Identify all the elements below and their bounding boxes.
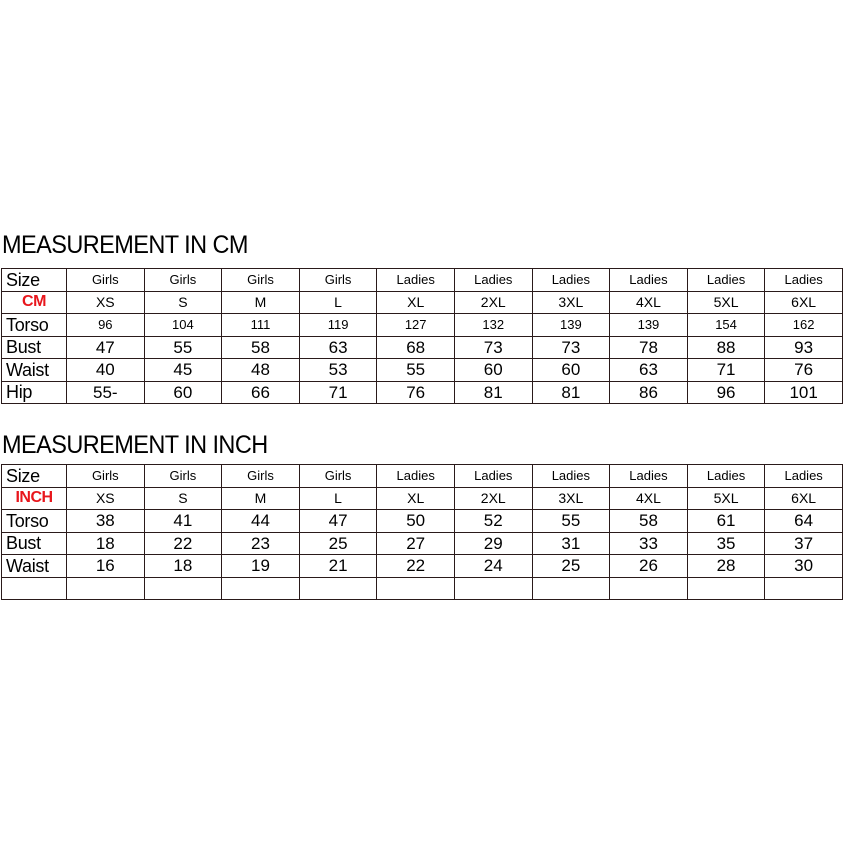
row-label: Waist [2, 555, 67, 578]
size-cell: S [144, 291, 222, 314]
measurement-cell: 45 [144, 359, 222, 382]
cm-waist-row [2, 359, 843, 382]
measurement-cell: 76 [765, 359, 843, 382]
size-cell: 5XL [687, 291, 765, 314]
measurement-cell: 71 [687, 359, 765, 382]
measurement-cell: 47 [299, 510, 377, 533]
inch-size-table [1, 464, 843, 600]
unit-label: CM [2, 291, 67, 314]
measurement-cell: 60 [144, 381, 222, 404]
measurement-cell: 63 [299, 336, 377, 359]
size-cell: 6XL [765, 291, 843, 314]
measurement-cell: 61 [687, 510, 765, 533]
inch-size-row [2, 487, 843, 510]
measurement-cell [687, 577, 765, 600]
measurement-cell: 139 [532, 314, 610, 337]
measurement-cell: 86 [610, 381, 688, 404]
size-cell: 4XL [610, 487, 688, 510]
measurement-cell: 18 [67, 532, 145, 555]
measurement-cell: 63 [610, 359, 688, 382]
measurement-cell [532, 577, 610, 600]
category-cell: Girls [67, 269, 145, 292]
size-cell: 3XL [532, 291, 610, 314]
measurement-cell: 139 [610, 314, 688, 337]
measurement-cell: 40 [67, 359, 145, 382]
measurement-cell: 21 [299, 555, 377, 578]
row-label: Waist [2, 359, 67, 382]
measurement-cell [377, 577, 455, 600]
inch-bust-row [2, 532, 843, 555]
measurement-cell: 22 [144, 532, 222, 555]
measurement-cell: 64 [765, 510, 843, 533]
category-cell: Ladies [377, 269, 455, 292]
measurement-cell: 24 [454, 555, 532, 578]
measurement-cell: 55 [377, 359, 455, 382]
measurement-cell: 119 [299, 314, 377, 337]
row-label [2, 577, 67, 600]
measurement-cell: 26 [610, 555, 688, 578]
measurement-cell: 58 [222, 336, 300, 359]
measurement-cell: 28 [687, 555, 765, 578]
measurement-cell: 55 [144, 336, 222, 359]
cm-bust-row [2, 336, 843, 359]
category-cell: Ladies [532, 465, 610, 488]
measurement-cell [67, 577, 145, 600]
measurement-cell: 81 [532, 381, 610, 404]
measurement-cell: 76 [377, 381, 455, 404]
category-cell: Ladies [765, 269, 843, 292]
inch-section-heading: MEASUREMENT IN INCH [2, 431, 268, 459]
measurement-cell: 19 [222, 555, 300, 578]
inch-waist-row [2, 555, 843, 578]
measurement-cell: 55 [532, 510, 610, 533]
inch-category-row [2, 465, 843, 488]
measurement-cell: 81 [454, 381, 532, 404]
row-label: Hip [2, 381, 67, 404]
measurement-cell: 154 [687, 314, 765, 337]
measurement-cell [299, 577, 377, 600]
category-cell: Ladies [454, 465, 532, 488]
size-cell: XL [377, 291, 455, 314]
measurement-cell: 60 [454, 359, 532, 382]
size-cell: L [299, 487, 377, 510]
category-cell: Ladies [687, 465, 765, 488]
measurement-cell: 60 [532, 359, 610, 382]
category-cell: Girls [144, 465, 222, 488]
measurement-cell: 23 [222, 532, 300, 555]
category-cell: Girls [299, 269, 377, 292]
measurement-cell: 29 [454, 532, 532, 555]
measurement-cell: 25 [299, 532, 377, 555]
measurement-cell: 101 [765, 381, 843, 404]
measurement-cell: 71 [299, 381, 377, 404]
cm-category-row [2, 269, 843, 292]
measurement-cell: 41 [144, 510, 222, 533]
measurement-cell: 132 [454, 314, 532, 337]
size-cell: 6XL [765, 487, 843, 510]
category-cell: Ladies [765, 465, 843, 488]
size-cell: 5XL [687, 487, 765, 510]
category-cell: Ladies [454, 269, 532, 292]
inch-torso-row [2, 510, 843, 533]
measurement-cell: 16 [67, 555, 145, 578]
measurement-cell: 18 [144, 555, 222, 578]
measurement-cell: 30 [765, 555, 843, 578]
measurement-cell: 68 [377, 336, 455, 359]
measurement-cell: 35 [687, 532, 765, 555]
category-cell: Girls [144, 269, 222, 292]
category-cell: Girls [67, 465, 145, 488]
row-label: Torso [2, 314, 67, 337]
cm-size-table [1, 268, 843, 404]
cm-size-row [2, 291, 843, 314]
measurement-cell: 58 [610, 510, 688, 533]
measurement-cell: 96 [67, 314, 145, 337]
size-header-label: Size [2, 269, 67, 292]
category-cell: Ladies [610, 269, 688, 292]
measurement-cell: 53 [299, 359, 377, 382]
size-cell: 2XL [454, 291, 532, 314]
measurement-cell [144, 577, 222, 600]
measurement-cell [610, 577, 688, 600]
size-cell: L [299, 291, 377, 314]
measurement-cell [765, 577, 843, 600]
measurement-cell: 96 [687, 381, 765, 404]
size-cell: XL [377, 487, 455, 510]
category-cell: Girls [299, 465, 377, 488]
measurement-cell: 162 [765, 314, 843, 337]
measurement-cell: 38 [67, 510, 145, 533]
category-cell: Ladies [687, 269, 765, 292]
measurement-cell: 33 [610, 532, 688, 555]
measurement-cell [222, 577, 300, 600]
cm-section-heading: MEASUREMENT IN CM [2, 231, 248, 259]
measurement-cell: 66 [222, 381, 300, 404]
measurement-cell: 37 [765, 532, 843, 555]
size-cell: XS [67, 291, 145, 314]
measurement-cell: 27 [377, 532, 455, 555]
measurement-cell: 55- [67, 381, 145, 404]
inch-empty-row [2, 577, 843, 600]
category-cell: Girls [222, 465, 300, 488]
size-cell: XS [67, 487, 145, 510]
measurement-cell: 127 [377, 314, 455, 337]
size-cell: 2XL [454, 487, 532, 510]
measurement-cell: 52 [454, 510, 532, 533]
measurement-cell: 73 [532, 336, 610, 359]
measurement-cell: 44 [222, 510, 300, 533]
row-label: Torso [2, 510, 67, 533]
measurement-cell: 48 [222, 359, 300, 382]
measurement-cell: 47 [67, 336, 145, 359]
category-cell: Ladies [610, 465, 688, 488]
measurement-cell: 93 [765, 336, 843, 359]
size-cell: 3XL [532, 487, 610, 510]
row-label: Bust [2, 336, 67, 359]
measurement-cell: 25 [532, 555, 610, 578]
size-header-label: Size [2, 465, 67, 488]
measurement-cell: 31 [532, 532, 610, 555]
cm-hip-row [2, 381, 843, 404]
measurement-cell: 104 [144, 314, 222, 337]
cm-torso-row [2, 314, 843, 337]
measurement-cell: 22 [377, 555, 455, 578]
size-cell: S [144, 487, 222, 510]
measurement-cell: 111 [222, 314, 300, 337]
category-cell: Ladies [377, 465, 455, 488]
category-cell: Ladies [532, 269, 610, 292]
size-cell: M [222, 291, 300, 314]
measurement-cell: 73 [454, 336, 532, 359]
measurement-cell [454, 577, 532, 600]
size-cell: 4XL [610, 291, 688, 314]
size-cell: M [222, 487, 300, 510]
measurement-cell: 78 [610, 336, 688, 359]
measurement-cell: 88 [687, 336, 765, 359]
row-label: Bust [2, 532, 67, 555]
measurement-cell: 50 [377, 510, 455, 533]
category-cell: Girls [222, 269, 300, 292]
unit-label: INCH [2, 487, 67, 510]
